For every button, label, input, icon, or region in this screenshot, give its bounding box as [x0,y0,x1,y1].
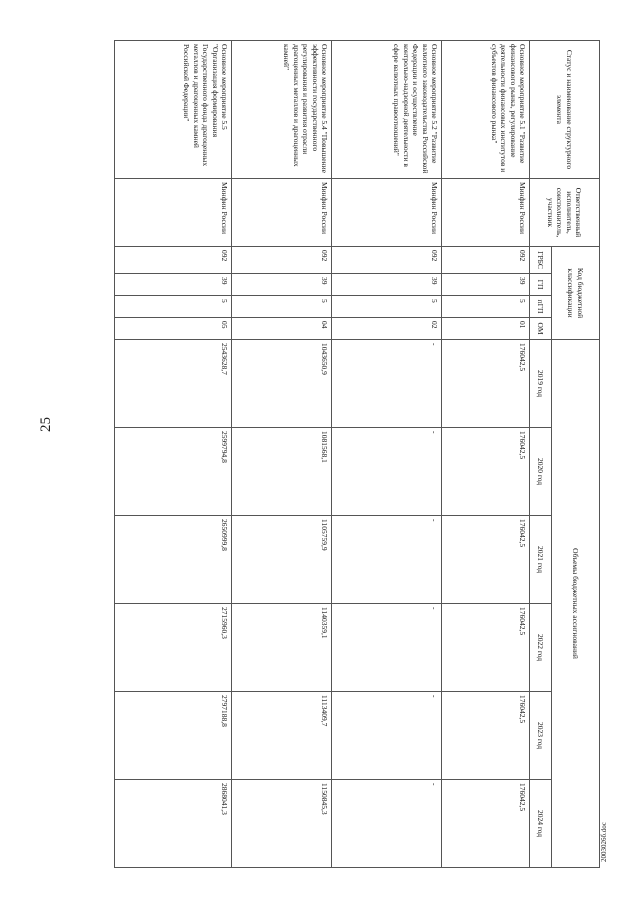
row-value-2022: 2715960,3 [115,604,232,692]
header-year-2023: 2023 год [530,692,552,780]
row-value-2021: 2650999,8 [115,516,232,604]
row-value-2023: 176042,5 [442,692,530,780]
table-row [332,41,442,868]
row-value-2023: - [332,692,442,780]
header-year-2022: 2022 год [530,604,552,692]
row-value-2021: - [332,516,442,604]
row-value-2022: - [332,604,442,692]
header-budget-code: Код бюджетной классификации [552,247,600,340]
header-om: ОМ [530,318,552,340]
budget-allocations-table [114,40,600,868]
row-name: Основное мероприятие 5.1 "Развитие финансового рынка, регулирование деятельности финансовых институтов и субъектов финансового рынка" [442,41,530,179]
row-gp: 39 [115,274,232,296]
row-om: 01 [442,318,530,340]
table-row [232,41,332,868]
row-om: 02 [332,318,442,340]
row-executor: Минфин России [232,179,332,247]
header-allocations: Объемы бюджетных ассигнований [552,340,600,868]
row-value-2019: - [332,340,442,428]
header-pgp: пГП [530,296,552,318]
header-year-2021: 2021 год [530,516,552,604]
row-value-2023: 2797188,8 [115,692,232,780]
row-pgp: 5 [332,296,442,318]
table-row [442,41,530,868]
header-status-name: Статус и наименование структурного элемента [530,41,600,179]
row-name: Основное мероприятие 5.4 "Повышение эффективности государственного регулирования и развития отрасли драгоценных металлов и драгоценных камней" [232,41,332,179]
row-executor: Минфин России [332,179,442,247]
row-value-2021: 176042,5 [442,516,530,604]
budget-table-container [115,40,600,865]
row-value-2022: 176042,5 [442,604,530,692]
row-pgp: 5 [115,296,232,318]
row-pgp: 5 [442,296,530,318]
row-value-2019: 176042,5 [442,340,530,428]
row-value-2024: 2868041,3 [115,780,232,868]
row-value-2020: 1081568,1 [232,428,332,516]
row-om: 05 [115,318,232,340]
table-row [115,41,232,868]
row-value-2023: 1113409,7 [232,692,332,780]
row-value-2020: 176042,5 [442,428,530,516]
table-header-row [552,41,600,868]
row-name: Основное мероприятие 5.2 "Развитие валютного законодательства Российской Федерации и осуществление контрольно-надзорной деятельности в сфере валютных правоотношений" [332,41,442,179]
row-value-2021: 1105759,9 [232,516,332,604]
row-value-2024: - [332,780,442,868]
header-year-2024: 2024 год [530,780,552,868]
row-gp: 39 [442,274,530,296]
page-number: 25 [38,417,54,432]
header-year-2020: 2020 год [530,428,552,516]
row-grbs: 092 [232,247,332,274]
row-value-2019: 2543628,7 [115,340,232,428]
footer-filename: 2003026б.doc [600,822,608,862]
row-value-2019: 1043650,9 [232,340,332,428]
row-gp: 39 [332,274,442,296]
row-value-2020: - [332,428,442,516]
row-grbs: 092 [442,247,530,274]
row-value-2020: 2599794,8 [115,428,232,516]
row-pgp: 5 [232,296,332,318]
row-executor: Минфин России [115,179,232,247]
row-grbs: 092 [115,247,232,274]
header-executor: Ответственный исполнитель, соисполнитель, участник [530,179,600,247]
row-value-2024: 1150845,3 [232,780,332,868]
row-executor: Минфин России [442,179,530,247]
row-value-2024: 176042,5 [442,780,530,868]
row-value-2022: 1140359,1 [232,604,332,692]
row-gp: 39 [232,274,332,296]
row-name: Основное мероприятие 5.5 "Организация формирования Государственного фонда драгоценных металлов и драгоценных камней Российской Федерации" [115,41,232,179]
header-grbs: ГРБС [530,247,552,274]
header-year-2019: 2019 год [530,340,552,428]
row-grbs: 092 [332,247,442,274]
row-om: 04 [232,318,332,340]
header-gp: ГП [530,274,552,296]
